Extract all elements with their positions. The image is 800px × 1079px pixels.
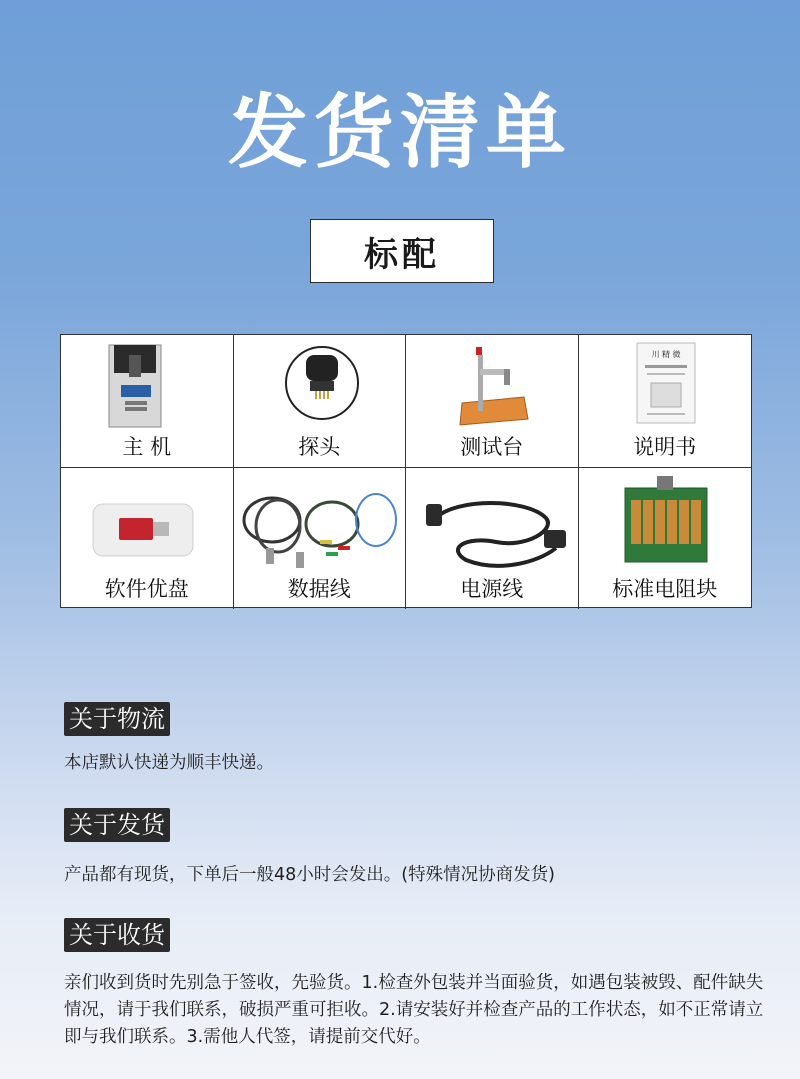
section-heading-logistics: 关于物流: [64, 702, 170, 736]
page-title: 发货清单: [228, 86, 572, 179]
item-resistor-block: [579, 468, 752, 609]
item-probe: [234, 335, 407, 468]
section-text-receiving: 亲们收到货时先别急于签收，先验货。1.检查外包装并当面验货，如遇包装被毁、配件缺失情况，请于我们联系，破损严重可拒收。2.请安装好并检查产品的工作状态，如不正常请立即与我们联系。3.需他人代签，请提前交代好。: [64, 973, 764, 1047]
item-label: 主 机: [122, 435, 172, 459]
item-label: 软件优盘: [104, 577, 189, 601]
item-data-cable: [234, 468, 407, 609]
section-text-logistics: 本店默认快递为顺丰快递。: [64, 753, 274, 773]
item-label: 电源线: [460, 577, 524, 601]
item-label: 数据线: [287, 577, 351, 601]
item-test-stand: [406, 335, 579, 468]
item-manual: [579, 335, 752, 468]
section-heading-shipping: 关于发货: [64, 808, 170, 842]
item-usb: [61, 468, 234, 609]
item-label: 标准电阻块: [612, 577, 718, 601]
item-label: 测试台: [460, 435, 524, 459]
section-heading-receiving: 关于收货: [64, 918, 170, 952]
item-power-cable: [406, 468, 579, 609]
item-label: 探头: [298, 435, 341, 459]
standard-label: 标配: [310, 219, 494, 283]
svg-text:川 精 微: 川 精 微: [650, 350, 681, 359]
item-label: 说明书: [633, 435, 697, 459]
section-text-shipping: 产品都有现货，下单后一般48小时会发出。(特殊情况协商发货): [64, 865, 555, 885]
item-host: [61, 335, 234, 468]
items-grid: [60, 334, 752, 608]
